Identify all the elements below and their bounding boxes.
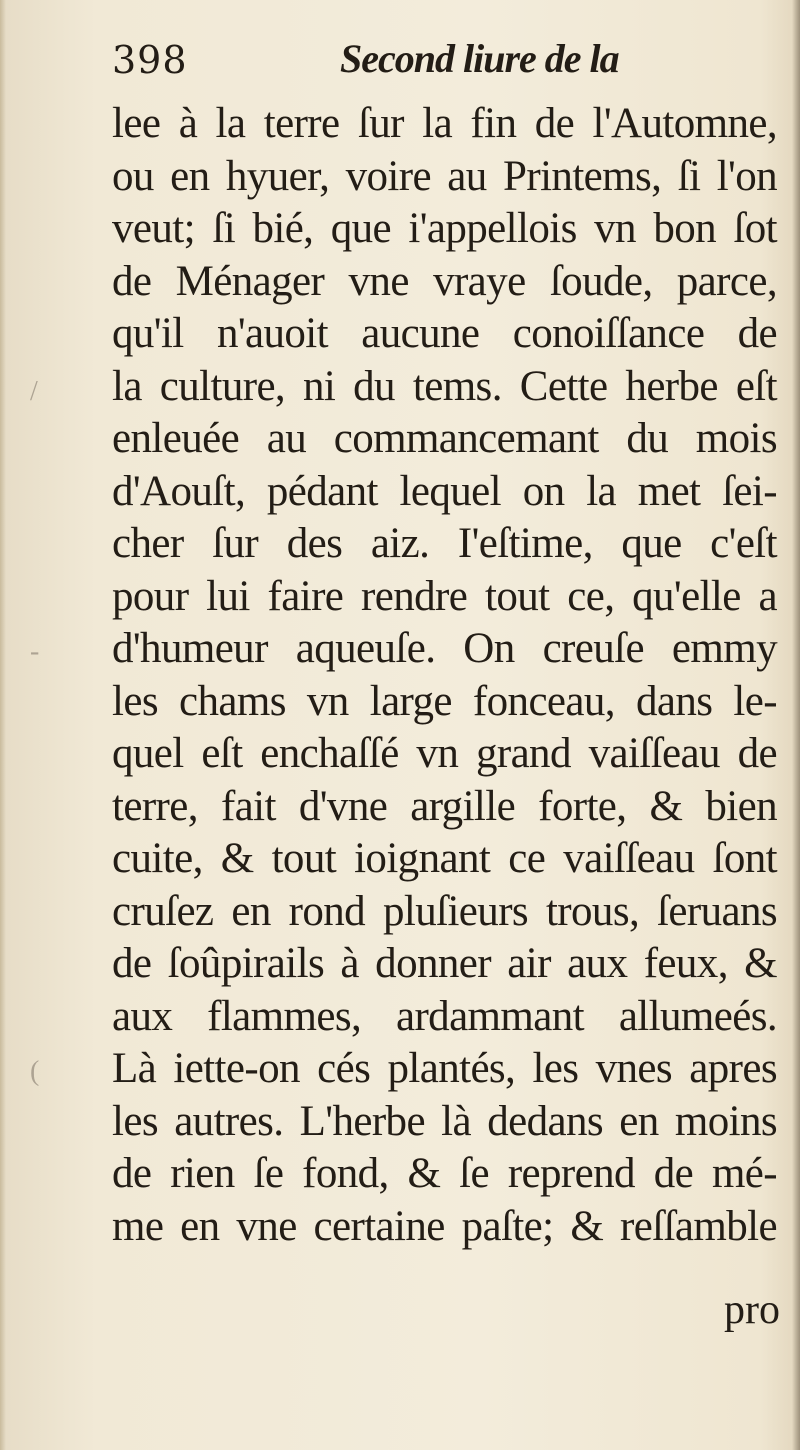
text-line: lee à la terre ſur la fin de l'Automne,	[112, 100, 777, 147]
text-line: veut; ſi bié, que i'appellois vn bon ſot	[112, 205, 777, 252]
margin-mark: -	[30, 636, 40, 667]
page-number: 398	[112, 38, 188, 82]
text-line: de rien ſe fond, & ſe reprend de mé-	[112, 1150, 777, 1197]
catchword: pro	[724, 1287, 780, 1333]
margin-mark: (	[30, 1056, 40, 1087]
text-line: enleuée au commancemant du mois	[112, 415, 777, 462]
page-header	[112, 28, 672, 88]
text-line: les autres. L'herbe là dedans en moins	[112, 1097, 777, 1145]
text-line: me en vne certaine paſte; & reſſamble	[112, 1202, 777, 1250]
margin-mark: /	[30, 376, 38, 407]
text-line: pour lui faire rendre tout ce, qu'elle a	[112, 572, 777, 620]
text-line: cuite, & tout ioignant ce vaiſſeau ſont	[112, 835, 777, 882]
text-line: les chams vn large fonceau, dans le-	[112, 677, 777, 725]
body-text	[112, 98, 777, 1253]
text-line: terre, fait d'vne argille forte, & bien	[112, 782, 777, 830]
text-line: aux flammes, ardammant allumeés.	[112, 992, 777, 1040]
text-line: Là iette-on cés plantés, les vnes apres	[112, 1045, 777, 1092]
text-line: qu'il n'auoit aucune conoiſſance de	[112, 310, 777, 357]
running-head: Second liure de la	[340, 36, 619, 81]
text-line: de ſoûpirails à donner air aux feux, &	[112, 940, 777, 987]
text-line: ou en hyuer, voire au Printems, ſi l'on	[112, 152, 777, 200]
text-line: d'humeur aqueuſe. On creuſe emmy	[112, 625, 777, 672]
text-line: quel eſt enchaſſé vn grand vaiſſeau de	[112, 730, 777, 777]
text-line: cher ſur des aiz. I'eſtime, que c'eſt	[112, 520, 777, 567]
text-line: de Ménager vne vraye ſoude, parce,	[112, 257, 777, 305]
text-line: cruſez en rond pluſieurs trous, ſeruans	[112, 887, 777, 935]
text-line: la culture, ni du tems. Cette herbe eſt	[112, 362, 777, 410]
text-line: d'Aouſt, pédant lequel on la met ſei-	[112, 467, 777, 515]
